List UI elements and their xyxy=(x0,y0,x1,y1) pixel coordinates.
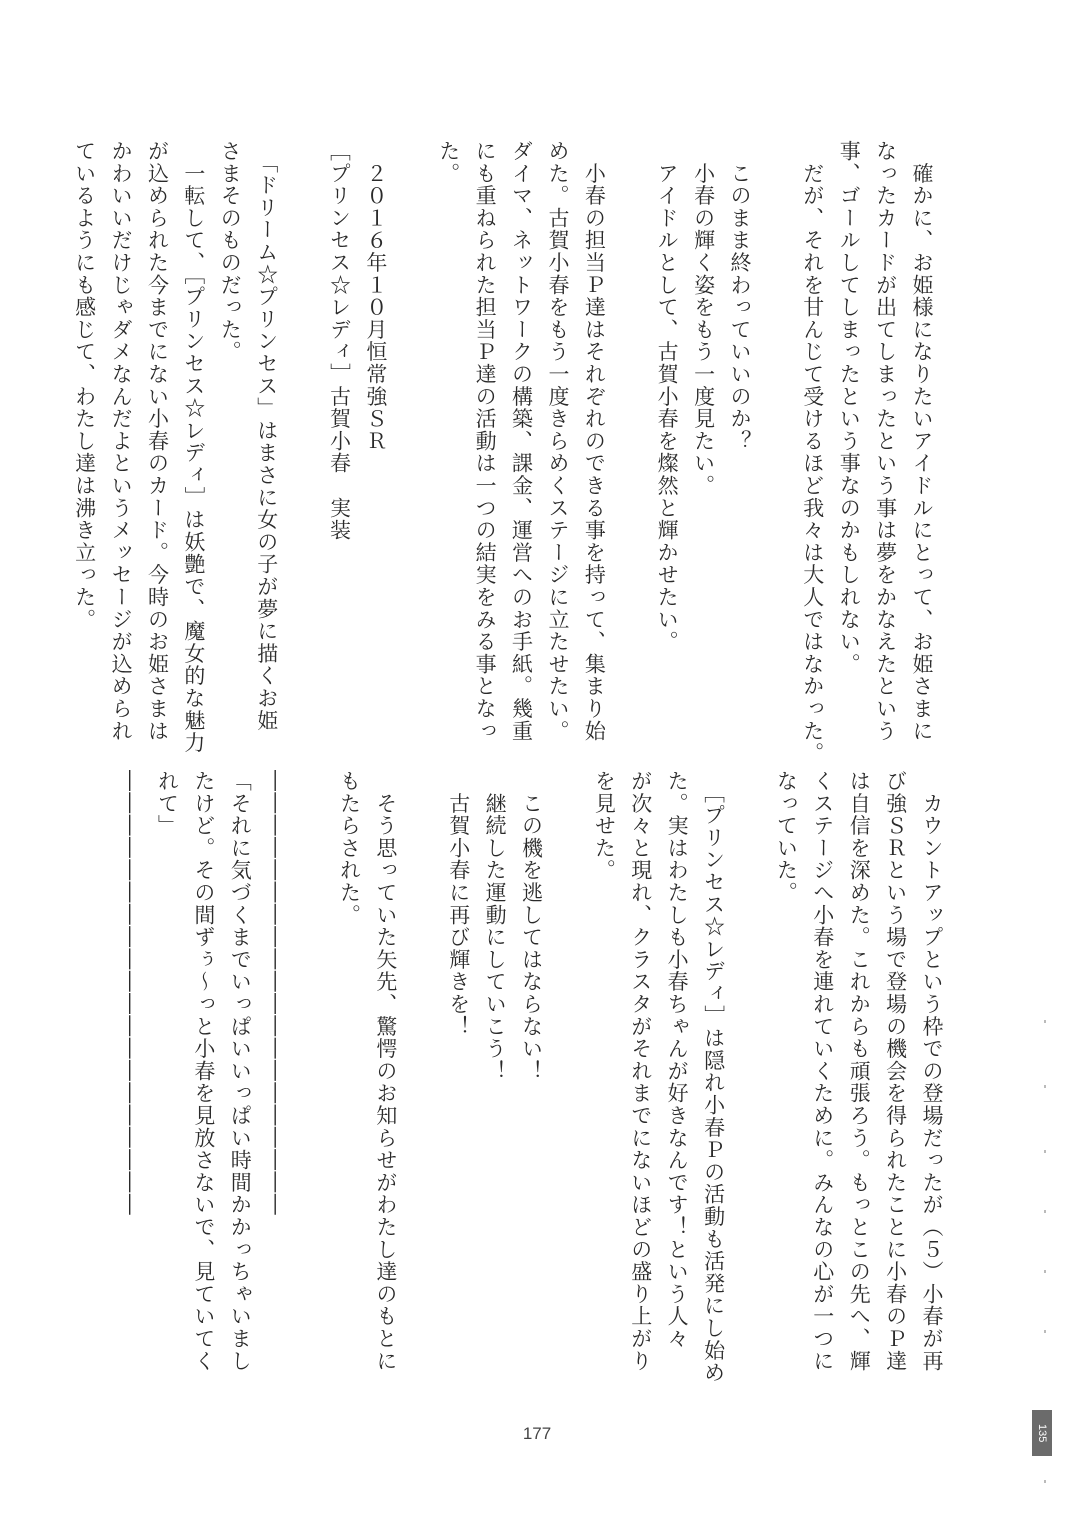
text-line: 確かに、お姫様になりたいアイドルにとって、お姫さまに xyxy=(910,140,934,743)
text-line: た。実はわたしも小春ちゃんが好きなんです！という人々 xyxy=(665,770,690,1350)
text-line: 「それに気づくまでいっぱいいっぱい時間かかっちゃいまし xyxy=(228,770,253,1373)
text-line: もたらされた。 xyxy=(337,770,362,927)
text-line xyxy=(758,140,794,720)
text-line: めた。古賀小春をもう一度きらめくステージに立たせたい。 xyxy=(545,140,570,743)
text-line: そう思っていた矢先、驚愕のお知らせがわたし達のもとに xyxy=(373,770,398,1373)
text-line: ２０１６年１０月恒常強ＳＲ xyxy=(363,140,388,453)
text-line: た。 xyxy=(436,140,461,185)
text-line: ダイマ、ネットワークの構築、課金、運営へのお手紙。幾重 xyxy=(509,140,534,743)
text-line: 一転して、［プリンセス☆レディ］は妖艶で、魔女的な魅力 xyxy=(181,140,206,754)
text-line: ―――――――――――――――――――― xyxy=(264,770,289,1216)
text-line xyxy=(295,770,331,1380)
text-line: 継続した運動にしていこう！ xyxy=(483,770,508,1083)
edge-mark xyxy=(1044,1270,1046,1273)
text-line: この機を逃してはならない！ xyxy=(519,770,544,1083)
edge-mark xyxy=(1044,1085,1046,1088)
text-line: れて」 xyxy=(155,770,180,837)
text-line: たけど。その間ずぅ～っと小春を見放さないで、見ていてく xyxy=(191,770,216,1373)
text-line: だが、それを甘んじて受けるほど我々は大人ではなかった。 xyxy=(800,140,825,765)
edge-mark xyxy=(1044,1210,1046,1213)
text-line: アイドルとして、古賀小春を燦然と輝かせたい。 xyxy=(655,140,680,653)
page-number: 177 xyxy=(522,1424,552,1443)
text-line: 事、ゴールしてしまったという事なのかもしれない。 xyxy=(837,140,862,676)
text-line: 「ドリーム☆プリンセス」はまさに女の子が夢に描くお姫 xyxy=(254,140,279,732)
top-text-block xyxy=(72,140,940,765)
text-line: が次々と現れ、クラスタがそれまでにないほどの盛り上がり xyxy=(628,770,653,1373)
text-line xyxy=(285,140,321,720)
text-line: ているようにも感じて、わたし達は沸き立った。 xyxy=(72,140,97,631)
text-line: ［プリンセス☆レディ］古賀小春 実装 xyxy=(327,140,352,542)
text-line: なったカードが出てしまったという事は夢をかなえたという xyxy=(873,140,898,743)
text-line: は自信を深めた。これからも頑張ろう。もっとこの先へ、輝 xyxy=(847,770,872,1373)
text-line: が込められた今までにない小春のカード。今時のお姫さまは xyxy=(145,140,170,743)
text-line: ［プリンセス☆レディ］は隠れ小春Ｐの活動も活発にし始め xyxy=(701,770,726,1384)
text-line: を見せた。 xyxy=(592,770,617,882)
side-tab: 135 xyxy=(1032,1410,1052,1456)
edge-mark xyxy=(1044,1480,1046,1483)
text-line xyxy=(612,140,648,720)
text-line xyxy=(732,770,768,1380)
text-line: 古賀小春に再び輝きを！ xyxy=(446,770,471,1038)
bottom-text-block xyxy=(110,770,950,1384)
text-line xyxy=(550,770,586,1380)
text-line: び強ＳＲという場で登場の機会を得られたことに小春のＰ達 xyxy=(883,770,908,1373)
text-line: くステージへ小春を連れていくために。みんなの心が一つに xyxy=(810,770,835,1373)
text-line xyxy=(404,770,440,1380)
text-line: かわいいだけじゃダメなんだよというメッセージが込められ xyxy=(109,140,134,743)
text-line: さまそのものだった。 xyxy=(218,140,243,363)
text-line: なっていた。 xyxy=(774,770,799,904)
text-line: 小春の輝く姿をもう一度見たい。 xyxy=(691,140,716,497)
text-line xyxy=(394,140,430,720)
text-line: ―――――――――――――――――――― xyxy=(119,770,144,1216)
text-line: 小春の担当Ｐ達はそれぞれのできる事を持って、集まり始 xyxy=(582,140,607,743)
edge-mark xyxy=(1044,1330,1046,1333)
text-line: カウントアップという枠での登場だったが（５）小春が再 xyxy=(920,770,944,1373)
edge-mark xyxy=(1044,1150,1046,1153)
text-line: にも重ねられた担当Ｐ達の活動は一つの結実をみる事となっ xyxy=(473,140,498,743)
edge-mark xyxy=(1044,1020,1046,1023)
text-line: このまま終わっていいのか？ xyxy=(727,140,752,453)
